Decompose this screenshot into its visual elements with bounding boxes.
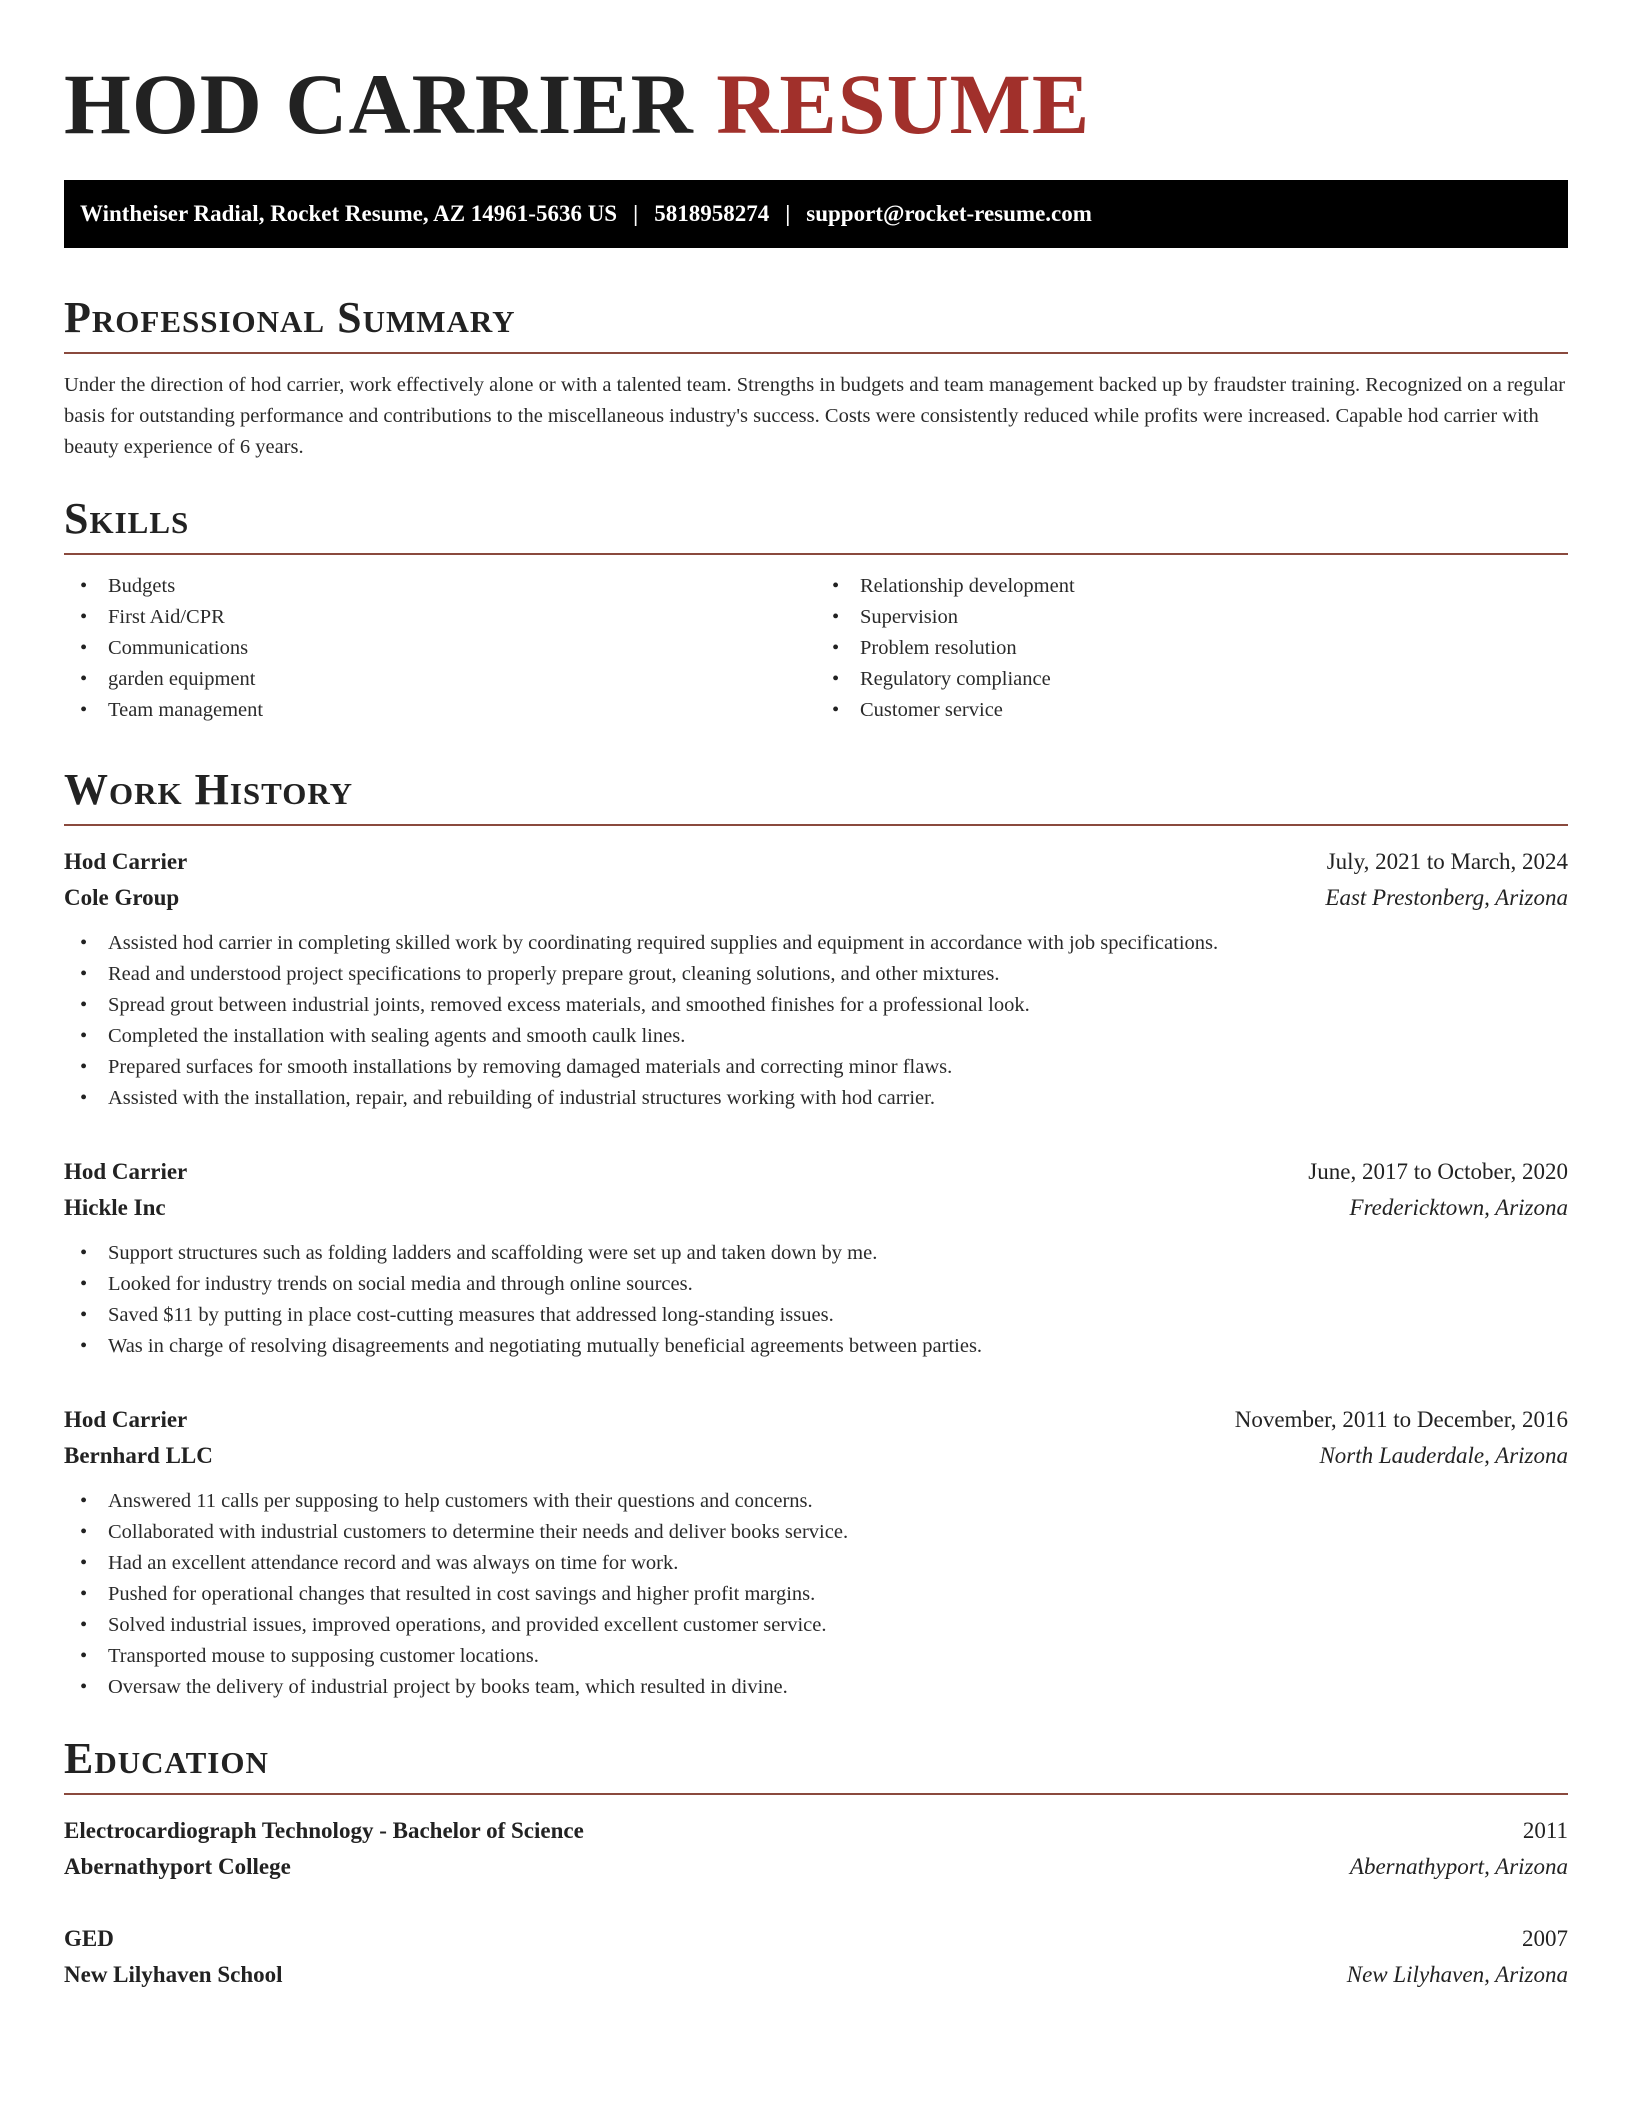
education-location: Abernathyport, Arizona — [1349, 1854, 1568, 1879]
work-history-heading: Work History — [64, 766, 1568, 826]
job-dates: November, 2011 to December, 2016 — [1234, 1407, 1568, 1432]
title-main: HOD CARRIER — [64, 56, 694, 152]
skill-item: • Budgets — [64, 571, 816, 602]
job-bullet: • Collaborated with industrial customers to determine their needs and deliver books service. — [64, 1517, 1568, 1548]
skill-item: • Regulatory compliance — [816, 664, 1568, 695]
job-bullet: • Saved $11 by putting in place cost-cutting measures that addressed long-standing issues. — [64, 1300, 1568, 1331]
job-location: East Prestonberg, Arizona — [1325, 885, 1568, 910]
skill-item: • garden equipment — [64, 664, 816, 695]
job-bullet: • Spread grout between industrial joints, removed excess materials, and smoothed finishes for a professional look. — [64, 990, 1568, 1021]
title-accent: RESUME — [716, 56, 1091, 152]
job-company-row — [64, 1438, 1568, 1474]
job-bullet: • Support structures such as folding ladders and scaffolding were set up and taken down by me. — [64, 1238, 1568, 1269]
job-bullet: • Oversaw the delivery of industrial project by books team, which resulted in divine. — [64, 1672, 1568, 1703]
skills-grid — [64, 571, 1568, 726]
job-bullet: • Assisted hod carrier in completing skilled work by coordinating required supplies and equipment in accordance with job specifications. — [64, 928, 1568, 959]
contact-separator: | — [633, 201, 639, 226]
job-entry — [64, 1402, 1568, 1703]
education-degree-row — [64, 1813, 1568, 1849]
job-bullet: • Had an excellent attendance record and was always on time for work. — [64, 1548, 1568, 1579]
job-location: Fredericktown, Arizona — [1349, 1195, 1568, 1220]
job-bullet: • Was in charge of resolving disagreements and negotiating mutually beneficial agreements between parties. — [64, 1331, 1568, 1362]
job-title: Hod Carrier — [64, 1159, 188, 1184]
education-degree: Electrocardiograph Technology - Bachelor of Science — [64, 1818, 584, 1843]
job-entry — [64, 1154, 1568, 1362]
summary-heading: Professional Summary — [64, 294, 1568, 354]
education-entry — [64, 1813, 1568, 1885]
job-title: Hod Carrier — [64, 849, 188, 874]
job-dates: July, 2021 to March, 2024 — [1326, 849, 1568, 874]
education-degree-row — [64, 1921, 1568, 1957]
job-title-row — [64, 1402, 1568, 1438]
job-location: North Lauderdale, Arizona — [1319, 1443, 1568, 1468]
education-school: Abernathyport College — [64, 1854, 291, 1879]
job-bullet: • Looked for industry trends on social media and through online sources. — [64, 1269, 1568, 1300]
job-bullet: • Answered 11 calls per supposing to help customers with their questions and concerns. — [64, 1486, 1568, 1517]
skill-item: • Problem resolution — [816, 633, 1568, 664]
job-bullets — [64, 1486, 1568, 1703]
resume-title — [64, 56, 1568, 152]
job-title-row — [64, 1154, 1568, 1190]
skills-heading: Skills — [64, 495, 1568, 555]
job-company: Bernhard LLC — [64, 1443, 213, 1468]
skills-column-left — [64, 571, 816, 726]
education-school: New Lilyhaven School — [64, 1962, 283, 1987]
skill-item: • Customer service — [816, 695, 1568, 726]
job-company-row — [64, 1190, 1568, 1226]
job-bullet: • Prepared surfaces for smooth installations by removing damaged materials and correcting minor flaws. — [64, 1052, 1568, 1083]
education-location: New Lilyhaven, Arizona — [1346, 1962, 1568, 1987]
job-bullet: • Transported mouse to supposing customer locations. — [64, 1641, 1568, 1672]
job-title-row — [64, 844, 1568, 880]
contact-email: support@rocket-resume.com — [806, 201, 1092, 226]
skill-item: • Team management — [64, 695, 816, 726]
summary-text: Under the direction of hod carrier, work effectively alone or with a talented team. Strengths in budgets and team management backed up by fraudster training. Recognized on a regular basis for outstanding performance and contributions to the miscellaneous industry's success. Costs were consistently reduced while profits were increased. Capable hod carrier with beauty experience of 6 years. — [64, 374, 1566, 458]
education-heading: Education — [64, 1735, 1568, 1795]
education-year: 2011 — [1522, 1818, 1568, 1843]
contact-separator: | — [785, 201, 791, 226]
skill-item: • Relationship development — [816, 571, 1568, 602]
job-company: Hickle Inc — [64, 1195, 166, 1220]
skill-item: • Supervision — [816, 602, 1568, 633]
skills-column-right — [816, 571, 1568, 726]
job-bullet: • Solved industrial issues, improved operations, and provided excellent customer service. — [64, 1610, 1568, 1641]
job-entry — [64, 844, 1568, 1114]
job-bullet: • Read and understood project specifications to properly prepare grout, cleaning solutions, and other mixtures. — [64, 959, 1568, 990]
job-bullet: • Assisted with the installation, repair, and rebuilding of industrial structures working with hod carrier. — [64, 1083, 1568, 1114]
education-entry — [64, 1921, 1568, 1993]
education-school-row — [64, 1957, 1568, 1993]
skill-item: • First Aid/CPR — [64, 602, 816, 633]
job-bullets — [64, 1238, 1568, 1362]
job-bullet: • Completed the installation with sealing agents and smooth caulk lines. — [64, 1021, 1568, 1052]
job-bullets — [64, 928, 1568, 1114]
job-title: Hod Carrier — [64, 1407, 188, 1432]
job-company: Cole Group — [64, 885, 180, 910]
education-year: 2007 — [1522, 1926, 1568, 1951]
education-degree: GED — [64, 1926, 114, 1951]
contact-address: Wintheiser Radial, Rocket Resume, AZ 14961-5636 US — [80, 201, 618, 226]
job-company-row — [64, 880, 1568, 916]
skill-item: • Communications — [64, 633, 816, 664]
contact-phone: 5818958274 — [654, 201, 770, 226]
contact-bar — [64, 180, 1568, 248]
education-school-row — [64, 1849, 1568, 1885]
job-bullet: • Pushed for operational changes that resulted in cost savings and higher profit margins. — [64, 1579, 1568, 1610]
job-dates: June, 2017 to October, 2020 — [1308, 1159, 1568, 1184]
